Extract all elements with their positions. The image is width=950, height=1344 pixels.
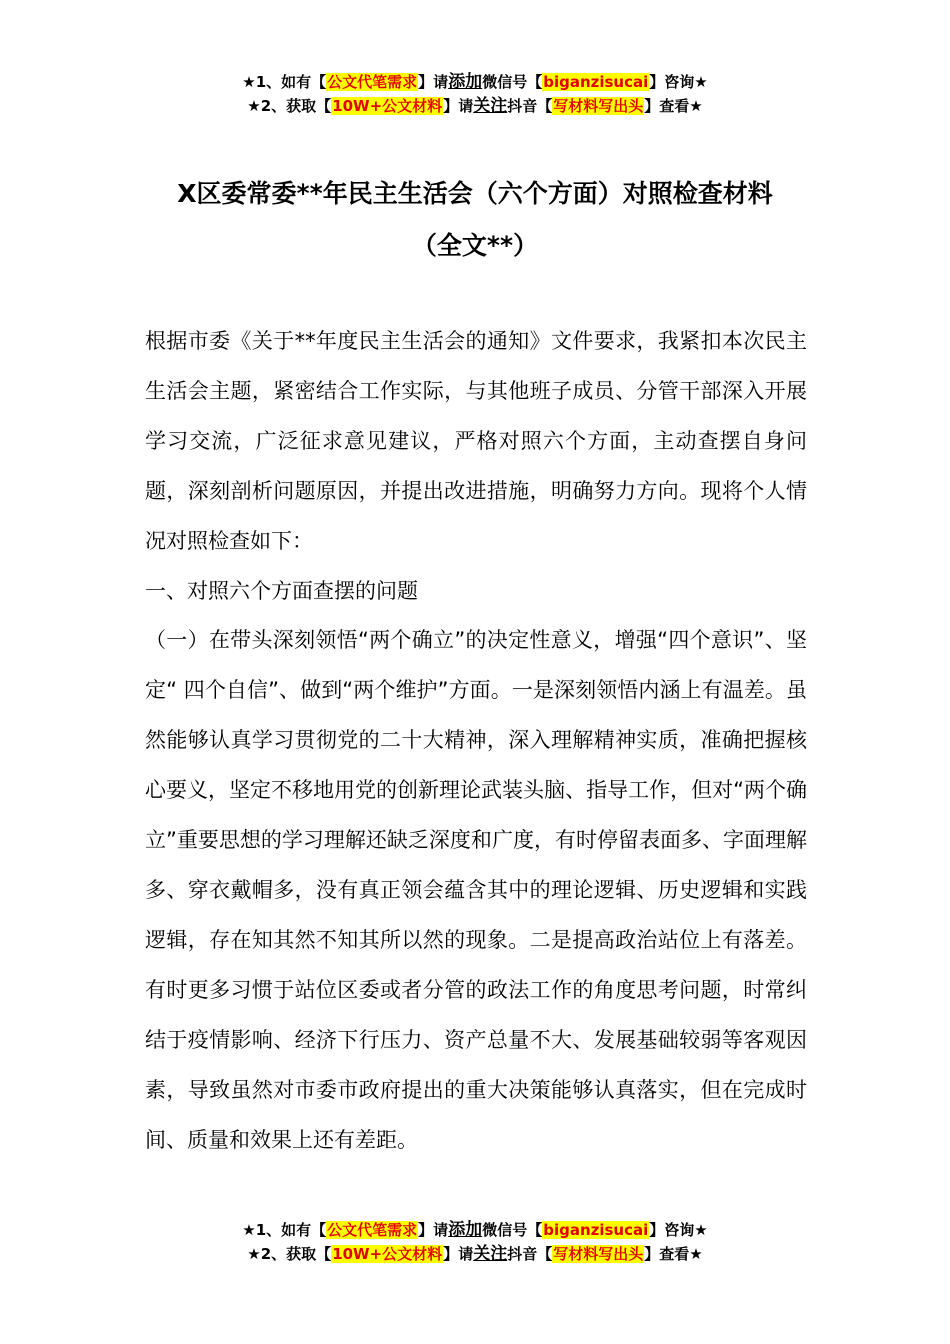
banner-text: 】查看★ bbox=[644, 1245, 703, 1263]
banner-text: ★1、如有【 bbox=[242, 1221, 327, 1239]
banner-text: ★1、如有【 bbox=[242, 73, 327, 91]
document-body bbox=[145, 317, 807, 1165]
document-title bbox=[0, 168, 950, 272]
banner-line-2 bbox=[0, 94, 950, 118]
banner-douyin-id: 写材料写出头 bbox=[553, 1245, 644, 1263]
banner-line-1 bbox=[0, 70, 950, 94]
banner-text: ★2、获取【 bbox=[247, 97, 332, 115]
banner-text: 】请 bbox=[418, 73, 449, 91]
body-paragraph: （一）在带头深刻领悟“两个确立”的决定性意义，增强“四个意识”、坚定“ 四个自信”、做到“两个维护”方面。一是深刻领悟内涵上有温差。虽然能够认真学习贯彻党的二十大精神，深入理解精神实质，准确把握核心要义，坚定不移地用党的创新理论武装头脑、指导工作，但对“两个确立”重要思想的学习理解还缺乏深度和广度，有时停留表面多、字面理解多、穿衣戴帽多，没有真正领会蕴含其中的理论逻辑、历史逻辑和实践逻辑，存在知其然不知其所以然的现象。二是提高政治站位上有落差。有时更多习惯于站位区委或者分管的政法工作的角度思考问题，时常纠结于疫情影响、经济下行压力、资产总量不大、发展基础较弱等客观因素，导致虽然对市委市政府提出的重大决策能够认真落实，但在完成时间、质量和效果上还有差距。 bbox=[145, 628, 807, 1152]
banner-text: 】请 bbox=[443, 1245, 474, 1263]
banner-emphasis: 添加 bbox=[448, 72, 483, 92]
banner-text: 】查看★ bbox=[644, 97, 703, 115]
banner-highlight: 10W+公文材料 bbox=[332, 97, 443, 115]
banner-line-1 bbox=[0, 1218, 950, 1242]
banner-wechat-id: biganzisucai bbox=[543, 1221, 649, 1239]
banner-text: 抖音【 bbox=[507, 1245, 553, 1263]
title-line-1: X区委常委**年民主生活会（六个方面）对照检查材料 bbox=[177, 179, 773, 208]
banner-text: 微信号【 bbox=[482, 1221, 543, 1239]
banner-highlight: 公文代笔需求 bbox=[327, 1221, 418, 1239]
banner-line-2 bbox=[0, 1242, 950, 1266]
banner-text: 】咨询★ bbox=[649, 73, 708, 91]
title-line-2: （全文**） bbox=[411, 231, 539, 260]
banner-text: 抖音【 bbox=[507, 97, 553, 115]
banner-emphasis: 关注 bbox=[473, 96, 508, 116]
banner-text: 微信号【 bbox=[482, 73, 543, 91]
bottom-ad-banner bbox=[0, 1218, 950, 1266]
banner-text: 】请 bbox=[418, 1221, 449, 1239]
section-heading: 一、对照六个方面查摆的问题 bbox=[145, 578, 418, 603]
banner-highlight: 10W+公文材料 bbox=[332, 1245, 443, 1263]
banner-douyin-id: 写材料写出头 bbox=[553, 97, 644, 115]
banner-wechat-id: biganzisucai bbox=[543, 73, 649, 91]
banner-emphasis: 添加 bbox=[448, 1220, 483, 1240]
banner-emphasis: 关注 bbox=[473, 1244, 508, 1264]
top-ad-banner bbox=[0, 70, 950, 118]
banner-text: 】请 bbox=[443, 97, 474, 115]
banner-text: 】咨询★ bbox=[649, 1221, 708, 1239]
banner-highlight: 公文代笔需求 bbox=[327, 73, 418, 91]
intro-paragraph: 根据市委《关于**年度民主生活会的通知》文件要求，我紧扣本次民主生活会主题，紧密结合工作实际，与其他班子成员、分管干部深入开展学习交流，广泛征求意见建议，严格对照六个方面，主动查摆自身问题，深刻剖析问题原因，并提出改进措施，明确努力方向。现将个人情况对照检查如下： bbox=[145, 329, 807, 553]
banner-text: ★2、获取【 bbox=[247, 1245, 332, 1263]
